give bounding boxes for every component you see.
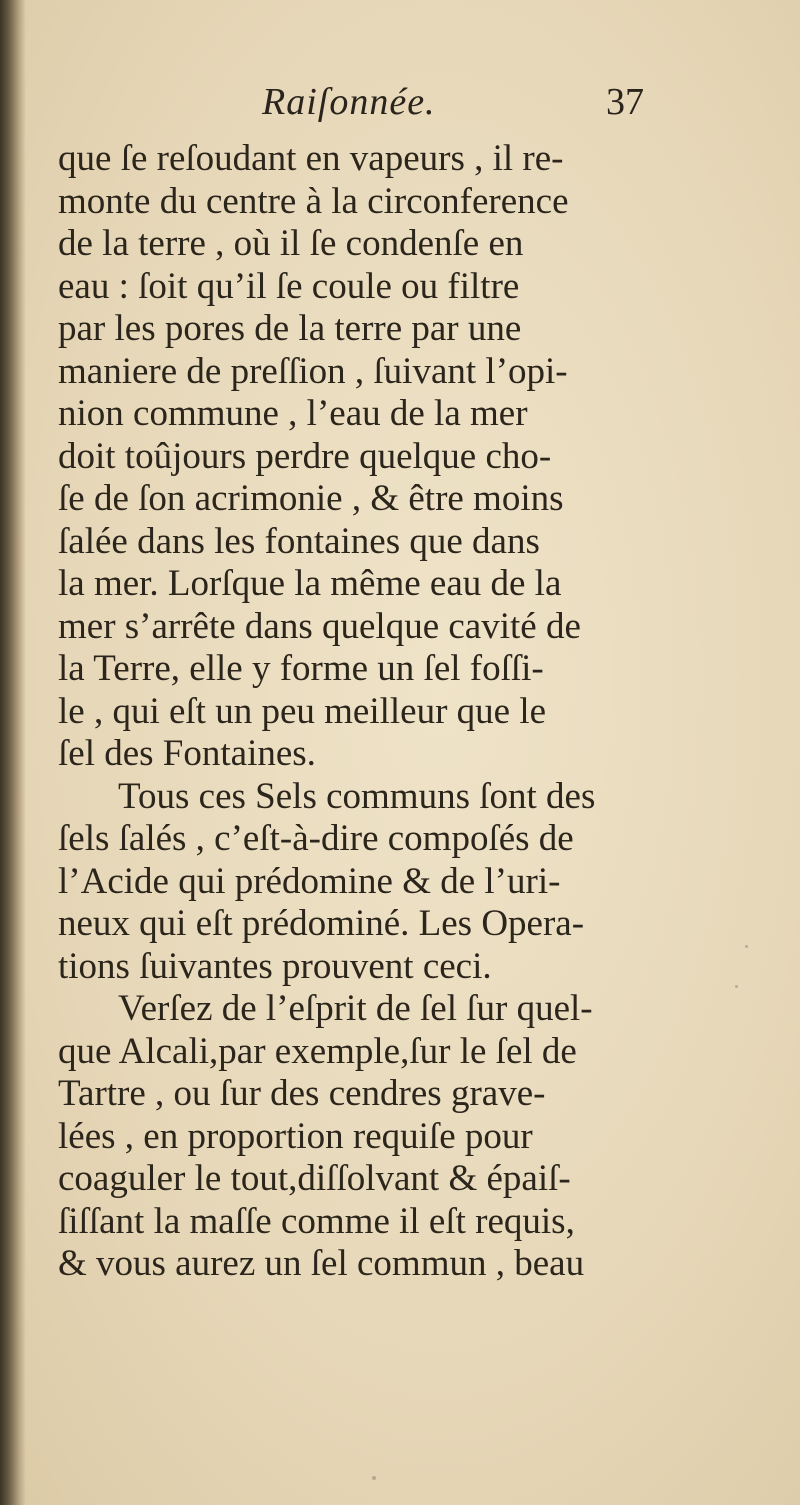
paragraph-start-line: Verſez de l’eſprit de ſel ſur quel- bbox=[118, 988, 593, 1029]
text-line: le , qui eſt un peu meilleur que le bbox=[58, 690, 547, 732]
text-line: la Terre, elle y forme un ſel foſſi- bbox=[58, 648, 544, 689]
text-line: ſels ſalés , c’eſt-à-dire compoſés de bbox=[58, 818, 574, 859]
running-title: Raiſonnée. bbox=[262, 81, 436, 123]
text-line: que ſe reſoudant en vapeurs , il re- bbox=[58, 138, 564, 179]
text-line: eau : ſoit qu’il ſe coule ou filtre bbox=[58, 265, 520, 307]
text-line: la mer. Lorſque la même eau de la bbox=[58, 563, 562, 604]
text-line: Tartre , ou ſur des cendres grave- bbox=[58, 1073, 546, 1114]
text-line: maniere de preſſion , ſuivant l’opi- bbox=[58, 350, 568, 392]
text-line: par les pores de la terre par une bbox=[58, 308, 522, 349]
text-line: que Alcali,par exemple,ſur le ſel de bbox=[58, 1030, 577, 1072]
book-spine-shadow bbox=[0, 0, 26, 1505]
text-line: monte du centre à la circonference bbox=[58, 180, 569, 222]
text-line: ſiſſant la maſſe comme il eſt requis, bbox=[58, 1200, 575, 1242]
paper-speck bbox=[372, 1476, 376, 1480]
body-text bbox=[58, 138, 708, 1286]
text-line: mer s’arrête dans quelque cavité de bbox=[58, 605, 581, 647]
text-line: ſel des Fontaines. bbox=[58, 733, 316, 774]
paragraph-start-line: Tous ces Sels communs ſont des bbox=[118, 775, 596, 817]
text-line: & vous aurez un ſel commun , beau bbox=[58, 1243, 585, 1284]
text-line: ſe de ſon acrimonie , & être moins bbox=[58, 478, 564, 519]
paper-speck bbox=[735, 985, 738, 988]
text-line: de la terre , où il ſe condenſe en bbox=[58, 223, 524, 264]
text-line: ſalée dans les fontaines que dans bbox=[58, 520, 540, 562]
text-line: tions ſuivantes prouvent ceci. bbox=[58, 945, 492, 987]
page-header bbox=[0, 80, 800, 140]
paper-speck bbox=[745, 945, 748, 948]
text-line: neux qui eſt prédominé. Les Opera- bbox=[58, 903, 585, 944]
text-line: coaguler le tout,diſſolvant & épaiſ- bbox=[58, 1158, 571, 1199]
text-line: nion commune , l’eau de la mer bbox=[58, 393, 528, 434]
text-line: doit toûjours perdre quelque cho- bbox=[58, 435, 552, 477]
text-line: lées , en proportion requiſe pour bbox=[58, 1115, 533, 1157]
text-line: l’Acide qui prédomine & de l’uri- bbox=[58, 860, 561, 902]
page-number: 37 bbox=[606, 81, 644, 123]
